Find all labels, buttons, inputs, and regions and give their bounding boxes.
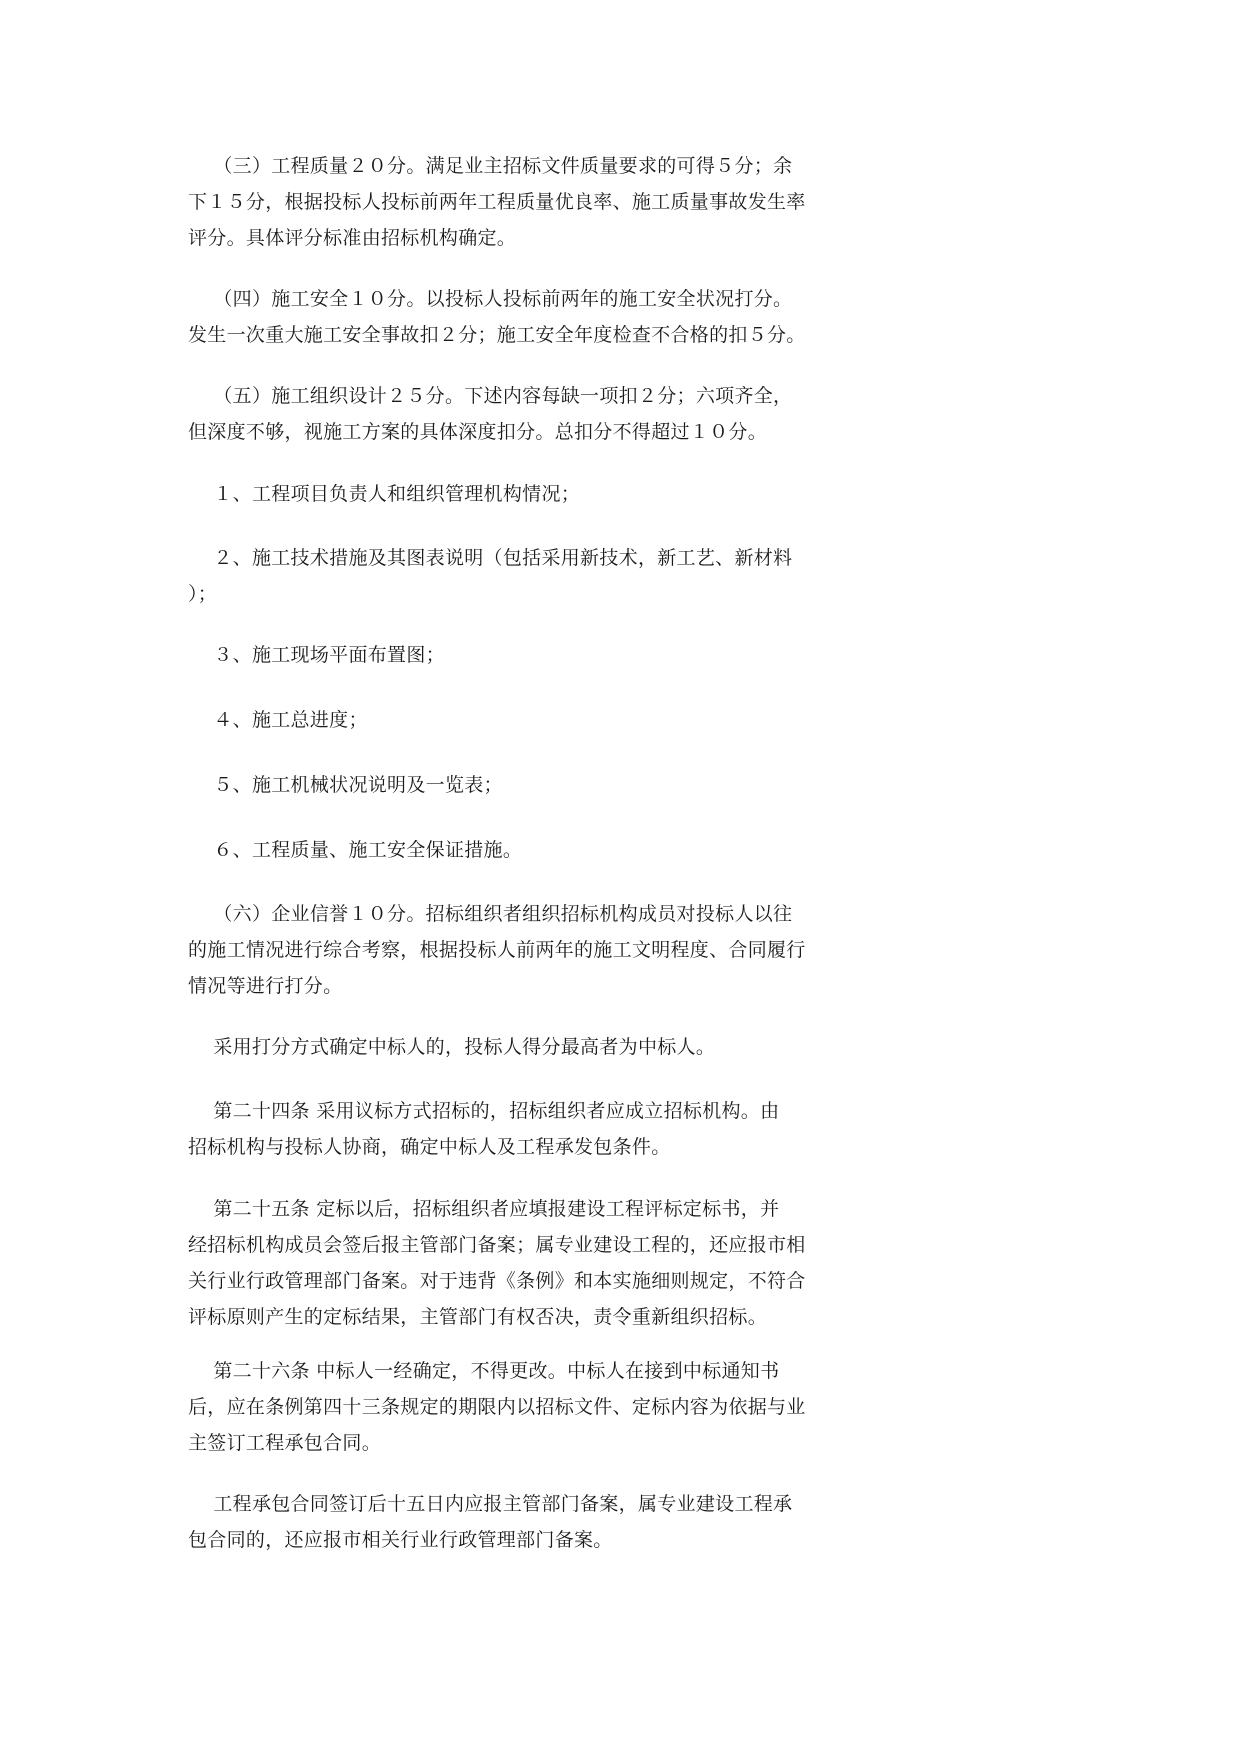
list-item-1 [188,476,898,512]
text-line: 招标机构与投标人协商，确定中标人及工程承发包条件。 [188,1136,671,1158]
text-line: 主签订工程承包合同。 [188,1432,382,1454]
article-24 [188,1093,898,1165]
text-line: ）； [188,583,218,605]
text-line: ２、施工技术措施及其图表说明（包括采用新技术，新工艺、新材料 [188,547,793,569]
text-line: ３、施工现场平面布置图； [188,644,445,666]
text-line: （三）工程质量２０分。满足业主招标文件质量要求的可得５分；余 [188,155,793,177]
text-line: 评标原则产生的定标结果，主管部门有权否决，责令重新组织招标。 [188,1306,768,1328]
text-line: （五）施工组织设计２５分。下述内容每缺一项扣２分；六项齐全， [188,385,793,407]
text-line: （六）企业信誉１０分。招标组织者组织招标机构成员对投标人以往 [188,903,793,925]
text-line: 第二十四条 采用议标方式招标的，招标组织者应成立招标机构。由 [188,1100,780,1122]
list-item-5 [188,767,898,803]
text-line: 下１５分，根据投标人投标前两年工程质量优良率、施工质量事故发生率 [188,191,806,213]
list-item-2 [188,540,898,612]
paragraph-scoring-method [188,1029,898,1065]
paragraph-6-reputation [188,896,898,1004]
article-26 [188,1353,898,1461]
paragraph-5-design [188,378,898,450]
text-line: 包合同的，还应报市相关行业行政管理部门备案。 [188,1529,613,1551]
text-line: 经招标机构成员会签后报主管部门备案；属专业建设工程的，还应报市相 [188,1234,806,1256]
list-item-6 [188,832,898,868]
text-line: １、工程项目负责人和组织管理机构情况； [188,483,581,505]
text-line: 但深度不够，视施工方案的具体深度扣分。总扣分不得超过１０分。 [188,421,768,443]
text-line: ４、施工总进度； [188,709,368,731]
text-line: （四）施工安全１０分。以投标人投标前两年的施工安全状况打分。 [188,288,793,310]
text-line: 的施工情况进行综合考察，根据投标人前两年的施工文明程度、合同履行 [188,939,806,961]
list-item-4 [188,702,898,738]
text-line: 采用打分方式确定中标人的，投标人得分最高者为中标人。 [188,1036,716,1058]
paragraph-3-quality [188,148,898,256]
text-line: 情况等进行打分。 [188,975,343,997]
text-line: 评分。具体评分标准由招标机构确定。 [188,227,517,249]
text-line: ６、工程质量、施工安全保证措施。 [188,839,523,861]
text-line: 关行业行政管理部门备案。对于违背《条例》和本实施细则规定，不符合 [188,1270,806,1292]
article-25 [188,1191,898,1335]
text-line: 工程承包合同签订后十五日内应报主管部门备案，属专业建设工程承 [188,1493,793,1515]
list-item-3 [188,637,898,673]
text-line: 发生一次重大施工安全事故扣２分；施工安全年度检查不合格的扣５分。 [188,324,806,346]
text-line: 第二十六条 中标人一经确定，不得更改。中标人在接到中标通知书 [188,1360,780,1382]
paragraph-4-safety [188,281,898,353]
paragraph-contract-filing [188,1486,898,1558]
text-line: 后，应在条例第四十三条规定的期限内以招标文件、定标内容为依据与业 [188,1396,806,1418]
text-line: 第二十五条 定标以后，招标组织者应填报建设工程评标定标书，并 [188,1198,780,1220]
text-line: ５、施工机械状况说明及一览表； [188,774,503,796]
